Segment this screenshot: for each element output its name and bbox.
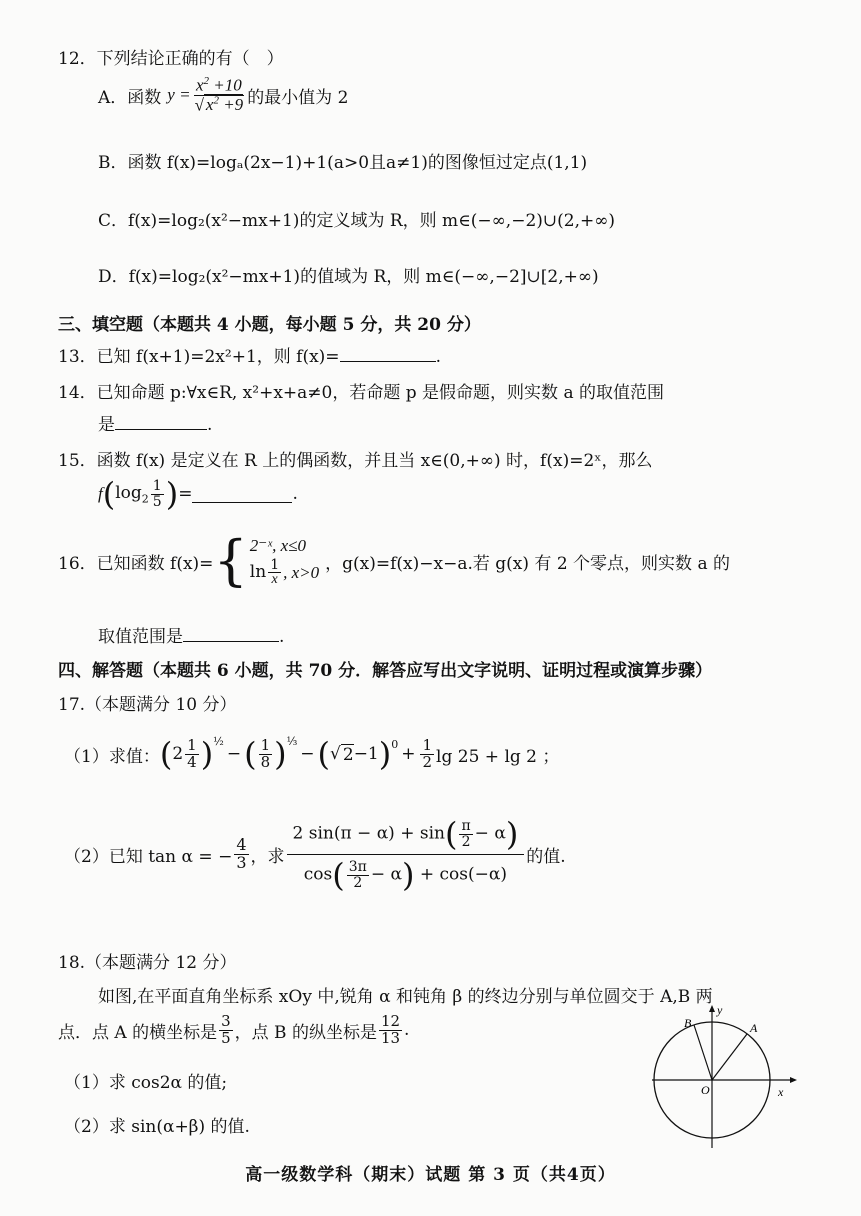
label-origin: O (701, 1083, 710, 1097)
label-x: x (778, 1085, 784, 1099)
q12-a-fraction: $\frac{x^2 +10}{√ x^2 +9}$ (194, 75, 244, 115)
q14-line2: 是 . (98, 415, 213, 435)
q16-line1 (58, 529, 730, 593)
x-axis-arrow (790, 1077, 797, 1083)
label-b: B (684, 1016, 692, 1030)
q12-option-b: B．函数 f(x)=logₐ(2x−1)+1(a>0且a≠1)的图像恒过定点(1,1) (98, 153, 588, 173)
q13: 13．已知 f(x+1)=2x²+1，则 f(x)= . (58, 347, 441, 367)
q17-heading: 17.（本题满分 10 分） (58, 695, 237, 715)
q17-part2-fraction: 2 sin(π − α) + sin( $\frac{\pi}{2}$ − α) cos( $\frac{3\pi}{2}$ − α) + cos(−α) (287, 818, 525, 891)
q15-line1: 15．函数 f(x) 是定义在 R 上的偶函数，并且当 x∈(0,+∞) 时，f(x)=2ˣ，那么 (58, 451, 653, 471)
q15-line2: f ( $\log_2$ $\frac{1}{5}$ ) = . (98, 475, 298, 513)
q16-answer-blank (183, 640, 279, 642)
q18-part2: （2）求 sin(α+β) 的值. (64, 1117, 250, 1137)
q18-line2: 点．点 A 的横坐标是 $\frac{3}{5}$ ，点 B 的纵坐标是 $\frac{12}{13}$ . (58, 1012, 410, 1047)
label-y: y (717, 1003, 723, 1017)
q14-line2-text: 是 (98, 415, 115, 435)
q16-cases (250, 534, 319, 588)
q15-answer-blank (192, 501, 292, 503)
y-axis-arrow (709, 1005, 715, 1012)
q18-part1: （1）求 cos2α 的值; (64, 1073, 228, 1093)
q12-a-suffix: 的最小值为 2 (247, 87, 349, 108)
q13-text: 13．已知 f(x+1)=2x²+1，则 f(x)= (58, 347, 340, 367)
q12-option-d: D．f(x)=log₂(x²−mx+1)的值域为 R，则 m∈(−∞,−2]∪[2,+∞) (98, 267, 599, 287)
q16-suffix: ，g(x)=f(x)−x−a.若 g(x) 有 2 个零点，则实数 a 的 (325, 553, 730, 574)
q12-option-c: C．f(x)=log₂(x²−mx+1)的定义域为 R，则 m∈(−∞,−2)∪(2,+∞) (98, 211, 616, 231)
page-footer: 高一级数学科（期末）试题 第 3 页（共4页） (245, 1165, 616, 1185)
q14-answer-blank (115, 428, 207, 430)
unit-circle-diagram (650, 1000, 800, 1150)
q13-answer-blank (340, 360, 436, 362)
q17-part2-label: （2）已知 tan α = − (64, 847, 233, 867)
q16-line2: 取值范围是 . (98, 627, 285, 647)
q17-part2: （2）已知 tan α = − $\frac{4}{3}$ ，求 2 sin(π − α) + sin( $\frac{\pi}{2}$ − α) cos( $\frac{3\pi}{2}$ − α) + cos(−α) 的值. (64, 815, 566, 894)
section-3-heading: 三、填空题（本题共 4 小题，每小题 5 分，共 20 分） (58, 315, 481, 335)
q18-line1: 如图,在平面直角坐标系 xOy 中,锐角 α 和钝角 β 的终边分别与单位圆交于 A,B 两 (98, 987, 713, 1007)
q18-line2-a: 点．点 A 的横坐标是 (58, 1022, 218, 1043)
q12-option-a (98, 76, 348, 114)
q16-case2: ln $\frac{1}{x}$ , x>0 (249, 556, 320, 588)
q16-line2-text: 取值范围是 (98, 627, 183, 647)
q16-case2-cond: , x>0 (283, 563, 320, 583)
q16-brace: { (213, 529, 248, 593)
q17-part1: （1）求值： ( 2 $\frac{1}{4}$ ) ½ − ( $\frac{1}{8}$ ) ⅓ − ( √ 2 −1 ) 0 + $\frac{1}{2}$ lg 25 + lg 2 ； (64, 734, 560, 774)
q17-part1-label: （1）求值： (64, 746, 160, 767)
q16-prefix: 16．已知函数 f(x)= (58, 553, 214, 574)
q17-part2-suffix: 的值. (526, 847, 566, 867)
q18-heading: 18.（本题满分 12 分） (58, 953, 237, 973)
terminal-side-beta (694, 1025, 712, 1080)
label-a: A (750, 1021, 758, 1035)
q18-line2-b: ，点 B 的纵坐标是 (234, 1022, 377, 1043)
q12-a-y: y = (167, 85, 191, 104)
section-4-heading: 四、解答题（本题共 6 小题，共 70 分．解答应写出文字说明、证明过程或演算步骤） (58, 661, 713, 681)
q12-stem: 12．下列结论正确的有（ ） (58, 49, 284, 69)
q17-part2-mid: ，求 (250, 847, 285, 867)
terminal-side-alpha (712, 1034, 747, 1080)
q12-a-prefix: A．函数 (98, 87, 162, 108)
q16-case1: 2⁻ˣ, x≤0 (249, 536, 306, 555)
q14-line1: 14．已知命题 p:∀x∈R, x²+x+a≠0，若命题 p 是假命题，则实数 a 的取值范围 (58, 383, 664, 403)
